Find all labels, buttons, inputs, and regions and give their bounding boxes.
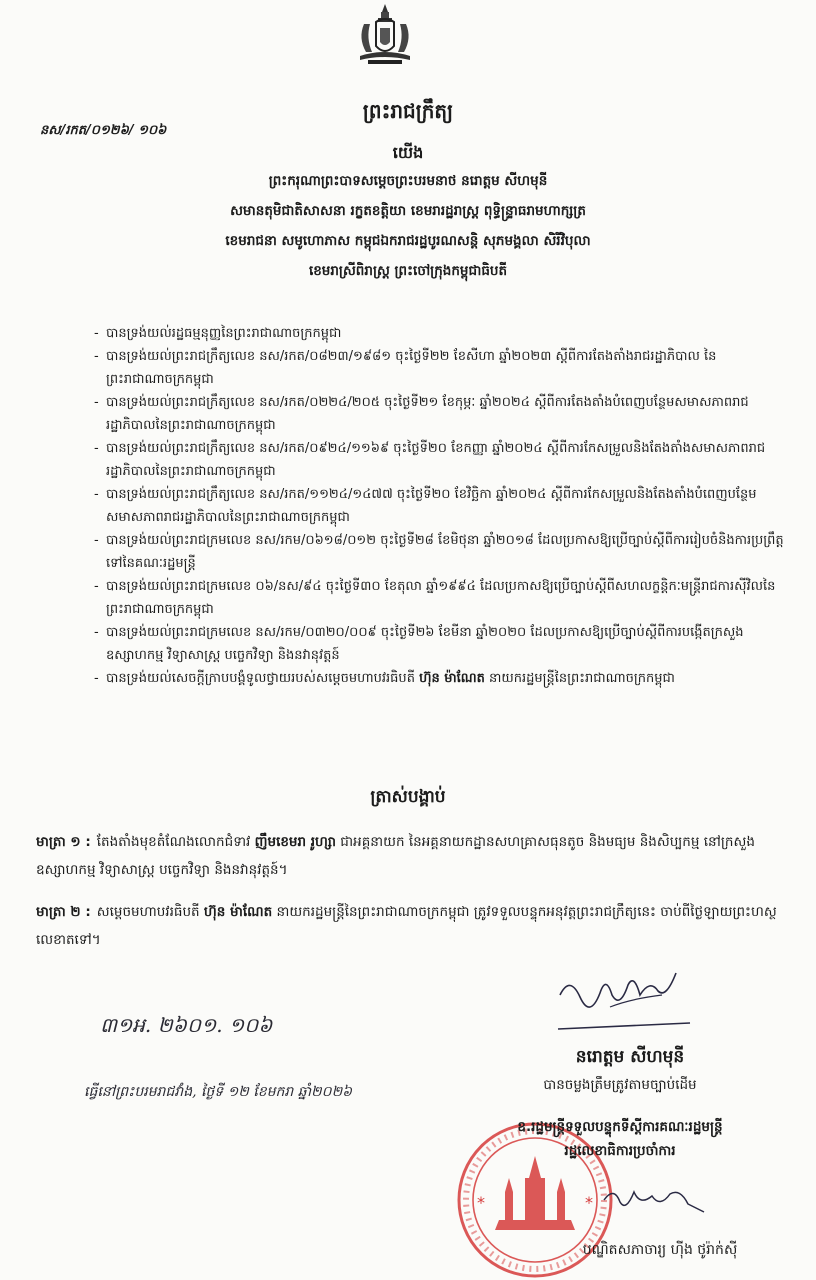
svg-text:*: * bbox=[477, 1193, 485, 1212]
certify-line: បានចម្លងត្រឹមត្រូវតាមច្បាប់ដើម bbox=[543, 1077, 697, 1093]
prime-minister-name: ហ៊ុន ម៉ាណែត bbox=[419, 671, 485, 686]
reference-item: - បានទ្រង់យល់ព្រះរាជក្រមលេខ នស/រកម/០៦១៨/០១២ ចុះថ្ងៃទី២៨ ខែមិថុនា ឆ្នាំ២០១៨ ដែលប្រកាសឱ្យប្រើច្បាប់ស្តីពីការរៀបចំនិងការប្រព្រឹត្តទៅនៃគណៈរដ្ឋមន្ត្រី bbox=[92, 529, 792, 575]
place-and-date: ធ្វើនៅព្រះបរមរាជវាំង, ថ្ងៃទី ១២ ខែមករា ឆ្នាំ២០២៦ bbox=[84, 1084, 353, 1100]
article-label: មាត្រា ២ : bbox=[36, 904, 91, 920]
king-title-line: ខេមរាស្រីពិរាស្ត្រ ព្រះចៅក្រុងកម្ពុជាធិបតី bbox=[308, 263, 508, 279]
reference-item: - បានទ្រង់យល់ព្រះរាជក្រឹត្យលេខ នស/រកត/១១២៤/១៤៧៧ ចុះថ្ងៃទី២០ ខែវិច្ឆិកា ឆ្នាំ២០២៤ ស្តីពីការកែសម្រួលនិងតែងតាំងបំពេញបន្ថែមសមាសភាពរាជរដ្ឋាភិបាលនៃព្រះរាជាណាចក្រកម្ពុជា bbox=[92, 483, 792, 529]
king-title-line: សមានតុមិជាតិសាសនា រក្ខតខត្តិយា ខេមរារដ្ឋរាស្ត្រ ពុទ្ធិន្ទ្រាធរាមហាក្សត្រ bbox=[230, 203, 586, 219]
reference-item: - បានទ្រង់យល់ព្រះរាជក្រមលេខ នស/រកម/០៣២០/០០៩ ចុះថ្ងៃទី២៦ ខែមីនា ឆ្នាំ២០២០ ដែលប្រកាសឱ្យប្រើច្បាប់ស្តីពីការបង្កើតក្រសួងឧស្សាហកម្ម វិទ្យាសាស្ត្រ បច្ចេកវិទ្យា និងនវានុវត្តន៍ bbox=[92, 621, 792, 667]
royal-name: នរោត្តម សីហមុនី bbox=[575, 1047, 685, 1067]
article-text: សម្តេចមហាបវរធិបតី bbox=[96, 904, 204, 920]
prime-minister-name: ហ៊ុន ម៉ាណែត bbox=[203, 904, 273, 920]
article-label: មាត្រា ១ : bbox=[36, 834, 91, 850]
reference-item: - បានទ្រង់យល់ព្រះរាជក្រឹត្យលេខ នស/រកត/០២២៤/២០៥ ចុះថ្ងៃទី២១ ខែកុម្ភៈ ឆ្នាំ២០២៤ ស្តីពីការតែងតាំងបំពេញបន្ថែមសមាសភាពរាជរដ្ឋាភិបាលនៃព្រះរាជាណាចក្រកម្ពុជា bbox=[92, 391, 792, 437]
article-text: តែងតាំងមុខតំណែងលោកជំទាវ bbox=[96, 834, 255, 850]
article-2 bbox=[36, 898, 796, 954]
royal-arms-icon bbox=[350, 2, 420, 66]
article-1 bbox=[36, 828, 796, 884]
yeung-heading: យើង bbox=[392, 143, 424, 162]
reference-item bbox=[92, 667, 792, 690]
reference-text: បានទ្រង់យល់សេចក្តីក្រាបបង្គំទូលថ្វាយរបស់សម្តេចមហាបវរធិបតី bbox=[106, 671, 420, 686]
king-title-line: ព្រះករុណាព្រះបាទសម្តេចព្រះបរមនាថ នរោត្តម សីហមុនី bbox=[268, 173, 548, 189]
svg-text:*: * bbox=[585, 1193, 593, 1212]
handwritten-date: ៣១អ. ២៦០១. ១០៦ bbox=[100, 1013, 273, 1037]
appointee-name: ញឹមខេមរា រូហ្សា bbox=[254, 834, 337, 850]
reference-text: នាយករដ្ឋមន្ត្រីនៃព្រះរាជាណាចក្រកម្ពុជា bbox=[484, 671, 675, 686]
reference-item: - បានទ្រង់យល់ព្រះរាជក្រឹត្យលេខ នស/រកត/០៨២៣/១៩៨១ ចុះថ្ងៃទី២២ ខែសីហា ឆ្នាំ២០២៣ ស្តីពីការតែងតាំងរាជរដ្ឋាភិបាល នៃព្រះរាជាណាចក្រកម្ពុជា bbox=[92, 345, 792, 391]
minister-name: បណ្ឌិតសភាចារ្យ ហ៊ីង ថូរ៉ាក់ស៊ី bbox=[582, 1242, 738, 1258]
king-title-line: ខេមរាជនា សមូហោភាស កម្ពុជឯករាជរដ្ឋបូរណសន្តិ សុភមង្គលា សិរីវិបុលា bbox=[225, 233, 591, 249]
minister-title-line: ឧ.រដ្ឋមន្ត្រីទទួលបន្ទុកទីស្តីការគណៈរដ្ឋមន្ត្រី bbox=[517, 1119, 723, 1135]
article-text: ជាអគ្គនាយក នៃអគ្គនាយកដ្ឋានសហគ្រាសធុនតូច និងមធ្យម និងសិប្បកម្ម នៅក្រសួងឧស្សាហកម្ម វិទ្យាសាស្ត្រ បច្ចេកវិទ្យា និងនវានុវត្តន៍។ bbox=[36, 834, 755, 878]
handwritten-signature-icon bbox=[600, 1178, 710, 1218]
decision-heading: ត្រាស់បង្គាប់ bbox=[370, 787, 446, 807]
reference-list bbox=[92, 322, 792, 690]
reference-item: - បានទ្រង់យល់ព្រះរាជក្រឹត្យលេខ នស/រកត/០៩២៤/១១៦៩ ចុះថ្ងៃទី២០ ខែកញ្ញា ឆ្នាំ២០២៤ ស្តីពីការកែសម្រួលនិងតែងតាំងសមាសភាពរាជរដ្ឋាភិបាលនៃព្រះរាជាណាចក្រកម្ពុជា bbox=[92, 437, 792, 483]
document-title: ព្រះរាជក្រឹត្យ bbox=[362, 99, 454, 123]
reference-item: - បានទ្រង់យល់ព្រះរាជក្រមលេខ ០៦/នស/៩៤ ចុះថ្ងៃទី៣០ ខែតុលា ឆ្នាំ១៩៩៤ ដែលប្រកាសឱ្យប្រើច្បាប់ស្តីពីសហលក្ខន្តិកៈមន្ត្រីរាជការស៊ីវិលនៃព្រះរាជាណាចក្រកម្ពុជា bbox=[92, 575, 792, 621]
royal-signature-icon bbox=[550, 955, 700, 1035]
minister-title-line: រដ្ឋលេខាធិការប្រចាំការ bbox=[564, 1143, 676, 1159]
article-text: នាយករដ្ឋមន្ត្រីនៃព្រះរាជាណាចក្រកម្ពុជា ត្រូវទទួលបន្ទុកអនុវត្តព្រះរាជក្រឹត្យនេះ ចាប់ពីថ្ងៃឡាយព្រះហស្ថលេខាតទៅ។ bbox=[36, 904, 777, 948]
decree-number: នស/រកត/០១២៦/ ១០៦ bbox=[40, 123, 167, 138]
reference-item: - បានទ្រង់យល់រដ្ឋធម្មនុញ្ញនៃព្រះរាជាណាចក្រកម្ពុជា bbox=[92, 322, 792, 345]
